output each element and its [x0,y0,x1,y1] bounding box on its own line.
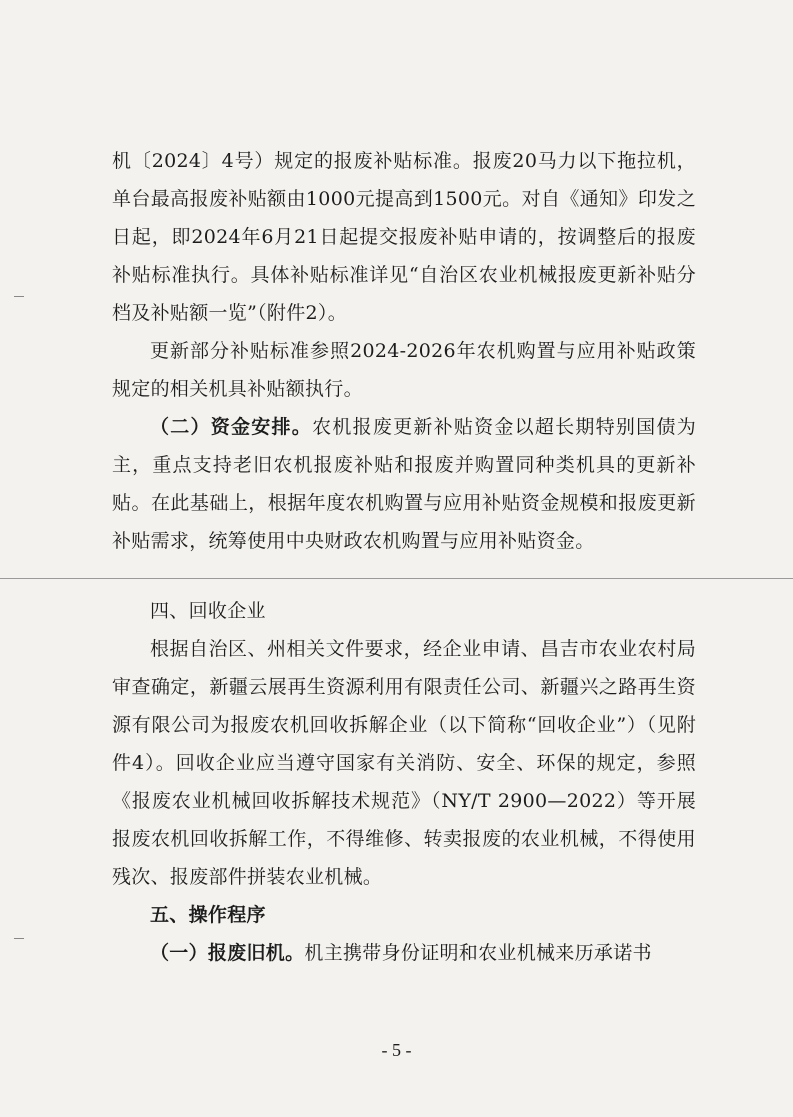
page-number: - 5 - [381,1040,412,1060]
paragraph-subsidy-standard: 机〔2024〕4号）规定的报废补贴标准。报废20马力以下拖拉机，单台最高报废补贴额由1000元提高到1500元。对自《通知》印发之日起，即2024年6月21日起提交报废补贴申请的，按调整后的报废补贴标准执行。具体补贴标准详见“自治区农业机械报废更新补贴分档及补贴额一览”（附件2）。 [112,150,696,324]
paragraph-recycling-enterprise: 根据自治区、州相关文件要求，经企业申请、昌吉市农业农村局审查确定，新疆云展再生资源利用有限责任公司、新疆兴之路再生资源有限公司为报废农机回收拆解企业（以下简称“回收企业”）（见附件4）。回收企业应当遵守国家有关消防、安全、环保的规定，参照《报废农业机械回收拆解技术规范》（NY/T 2900—2022）等开展报废农机回收拆解工作，不得维修、转卖报废的农业机械，不得使用残次、报废部件拼装农业机械。 [112,638,696,888]
paragraph-scrap-old-machine [112,934,696,972]
heading-operating-procedure: 五、操作程序 [150,904,266,926]
paragraph-update-standard: 更新部分补贴标准参照2024-2026年农机购置与应用补贴政策规定的相关机具补贴额执行。 [112,340,696,400]
page-fold-line [0,578,793,579]
section-heading-scrap: （一）报废旧机。 [150,942,305,964]
binding-mark [14,296,24,297]
binding-mark [14,938,24,939]
paragraph-funding-body: 农机报废更新补贴资金以超长期特别国债为主，重点支持老旧农机报废补贴和报废并购置同种类机具的更新补贴。在此基础上，根据年度农机购置与应用补贴资金规模和报废更新补贴需求，统筹使用中央财政农机购置与应用补贴资金。 [112,416,696,552]
section-heading-funding: （二）资金安排。 [150,416,313,438]
paragraph-funding [112,408,696,560]
paragraph-scrap-body: 机主携带身份证明和农业机械来历承诺书 [304,942,652,964]
heading-recycling-enterprise: 四、回收企业 [150,600,266,622]
